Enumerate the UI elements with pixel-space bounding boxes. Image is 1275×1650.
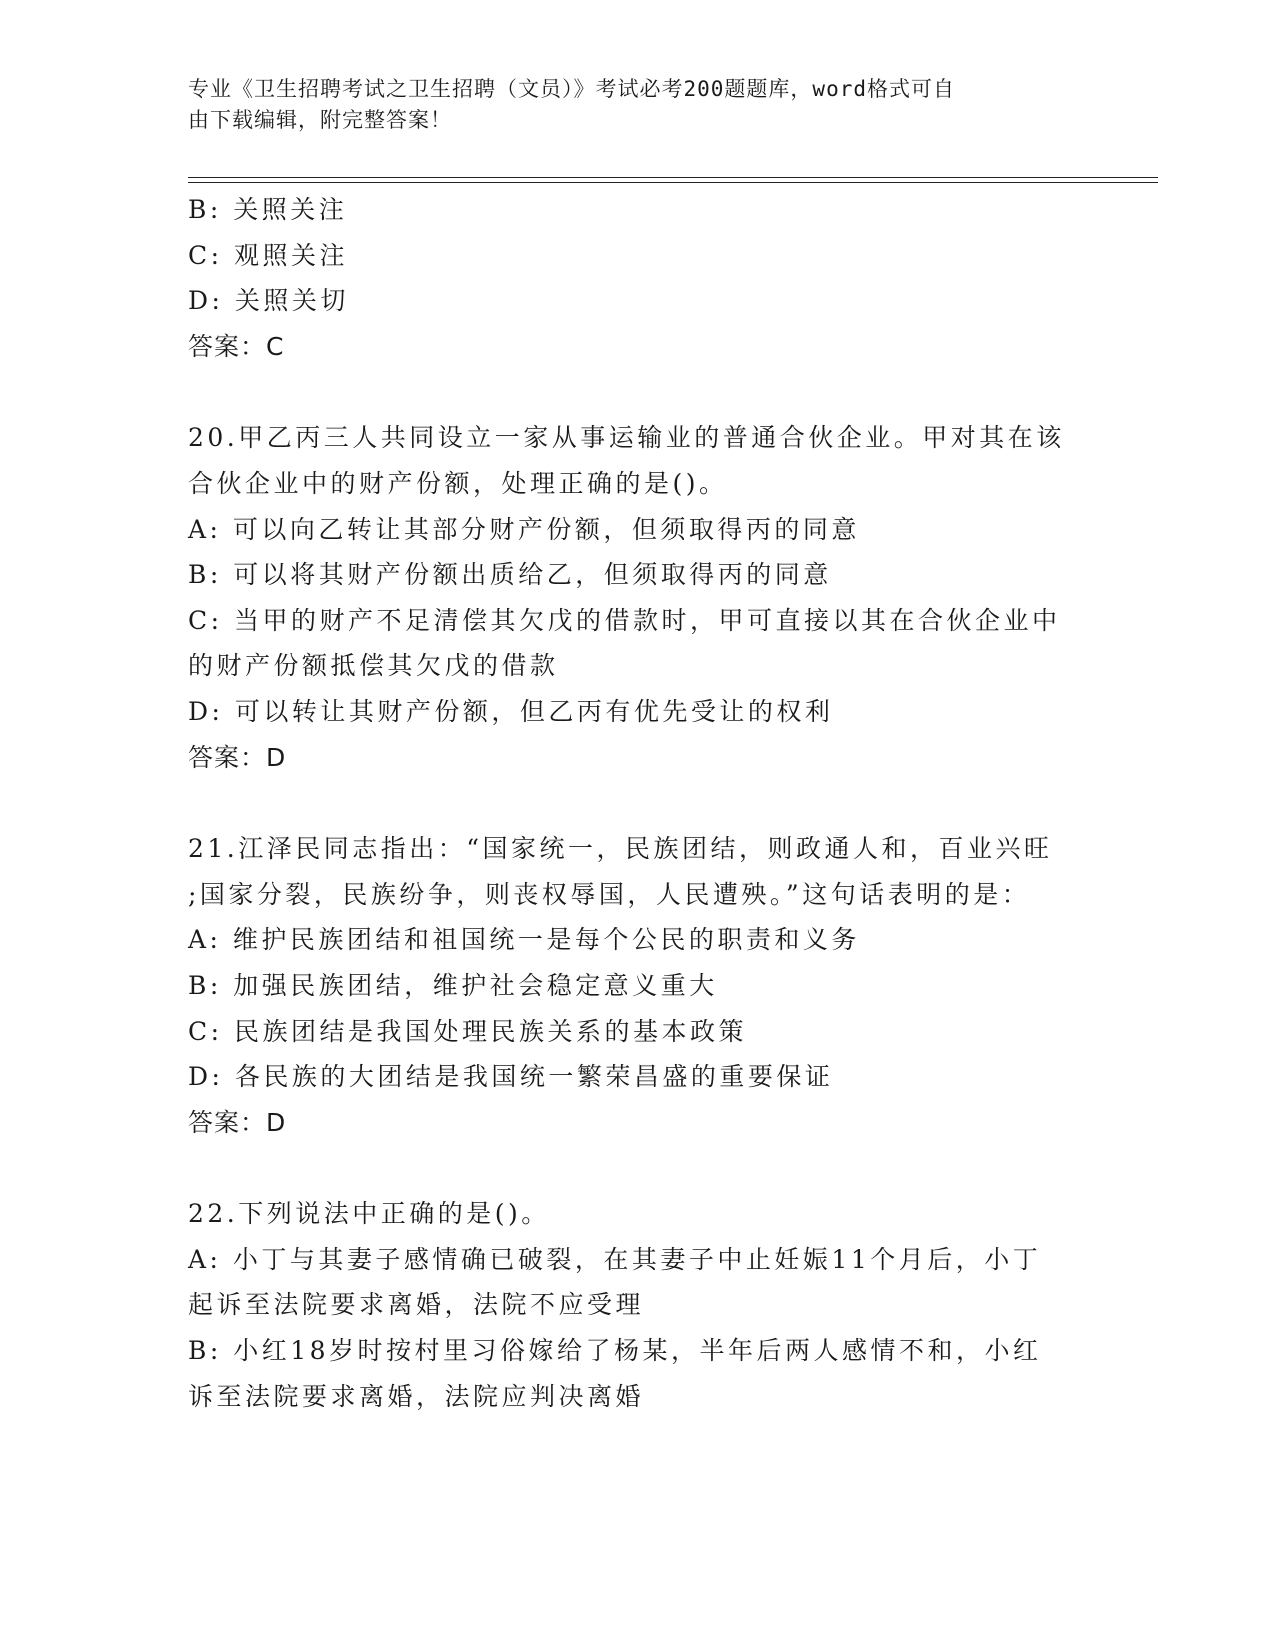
q21-stem-line-2: ;国家分裂，民族纷争，则丧权辱国，人民遭殃。”这句话表明的是：: [188, 879, 1031, 909]
q22-option-b-line-2: 诉至法院要求离婚，法院应判决离婚: [188, 1381, 645, 1411]
document-header: [188, 74, 1068, 136]
q21-stem-line-1: 21.江泽民同志指出：“国家统一，民族团结，则政通人和，百业兴旺: [188, 834, 1053, 864]
q21-option-d: D: 各民族的大团结是我国统一繁荣昌盛的重要保证: [188, 1062, 834, 1092]
q20-option-b: B: 可以将其财产份额出质给乙，但须取得丙的同意: [188, 560, 832, 590]
header-line-2: 由下载编辑，附完整答案！: [188, 108, 452, 132]
q20-answer: 答案：D: [188, 742, 287, 772]
q19-option-b: B: 关照关注: [188, 195, 348, 224]
q20-option-c-line-2: 的财产份额抵偿其欠戊的借款: [188, 651, 559, 681]
question-22: [188, 1191, 1088, 1419]
q22-option-a-line-2: 起诉至法院要求离婚，法院不应受理: [188, 1290, 645, 1320]
spacer: [188, 369, 1088, 415]
q22-stem-line-1: 22.下列说法中正确的是()。: [188, 1199, 550, 1229]
q20-stem-line-2: 合伙企业中的财产份额，处理正确的是()。: [188, 468, 728, 498]
q19-answer: 答案：C: [188, 331, 285, 361]
question-19-tail: [188, 187, 1088, 369]
q20-option-d: D: 可以转让其财产份额，但乙丙有优先受让的权利: [188, 696, 834, 726]
q22-option-b-line-1: B: 小红18岁时按村里习俗嫁给了杨某，半年后两人感情不和，小红: [188, 1336, 1042, 1366]
q21-option-a: A: 维护民族团结和祖国统一是每个公民的职责和义务: [188, 925, 860, 955]
q20-option-a: A: 可以向乙转让其部分财产份额，但须取得丙的同意: [188, 514, 860, 544]
spacer: [188, 780, 1088, 826]
header-divider-top: [188, 177, 1158, 178]
q20-option-c-line-1: C: 当甲的财产不足清偿其欠戊的借款时，甲可直接以其在合伙企业中: [188, 605, 1061, 635]
document-body: [188, 187, 1088, 1419]
q19-option-d: D: 关照关切: [188, 286, 349, 316]
question-20: [188, 415, 1088, 780]
header-line-1: 专业《卫生招聘考试之卫生招聘（文员）》考试必考200题题库，word格式可自: [188, 77, 955, 101]
q21-option-c: C: 民族团结是我国处理民族关系的基本政策: [188, 1016, 747, 1046]
q20-stem-line-1: 20.甲乙丙三人共同设立一家从事运输业的普通合伙企业。甲对其在该: [188, 423, 1065, 453]
q22-option-a-line-1: A: 小丁与其妻子感情确已破裂，在其妻子中止妊娠11个月后，小丁: [188, 1244, 1042, 1274]
q21-option-b: B: 加强民族团结，维护社会稳定意义重大: [188, 970, 718, 1000]
header-divider-bottom: [188, 182, 1158, 183]
q19-option-c: C: 观照关注: [188, 240, 348, 270]
question-21: [188, 826, 1088, 1145]
q21-answer: 答案：D: [188, 1107, 287, 1137]
spacer: [188, 1145, 1088, 1191]
